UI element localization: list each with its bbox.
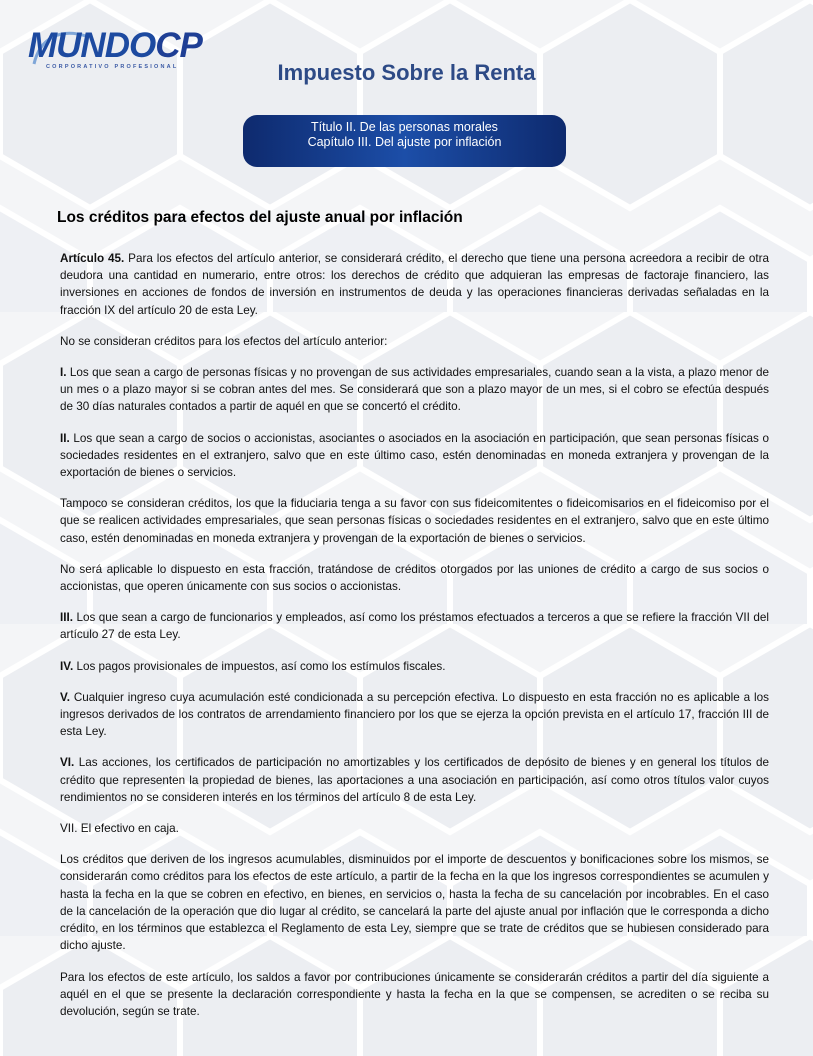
- paragraph-lead: II.: [60, 431, 70, 445]
- paragraph-lead: V.: [60, 690, 70, 704]
- logo-suffix: CP: [155, 26, 202, 65]
- paragraph: [60, 609, 769, 643]
- chapter-banner: [243, 115, 566, 167]
- paragraph: [60, 364, 769, 416]
- paragraph-text: Para los efectos de este artículo, los saldos a favor por contribuciones únicamente se considerarán créditos a partir del día siguiente a aquél en el que se presente la declaración correspondiente y hasta la fecha en la que se compensen, se acrediten o se reciba su devolución, según se trate.: [60, 970, 769, 1018]
- article-body: [60, 250, 769, 1034]
- logo-word: MUNDO: [28, 26, 156, 65]
- paragraph: [60, 820, 769, 837]
- paragraph-text: No se consideran créditos para los efectos del artículo anterior:: [60, 334, 388, 348]
- paragraph: [60, 969, 769, 1021]
- banner-title-line: Título II. De las personas morales: [311, 120, 498, 134]
- paragraph-text: Cualquier ingreso cuya acumulación esté condicionada a su percepción efectiva. Lo dispuesto en esta fracción no es aplicable a los ingresos derivados de los contratos de arrendamiento financiero por los que se ejerza la opción prevista en el artículo 17, fracción III de esta Ley.: [60, 690, 769, 739]
- paragraph: [60, 250, 769, 319]
- paragraph-text: No será aplicable lo dispuesto en esta fracción, tratándose de créditos otorgados por las uniones de crédito a cargo de sus socios o accionistas, que operen únicamente con sus socios o accionistas.: [60, 562, 769, 594]
- paragraph-text: Los que sean a cargo de socios o accionistas, asociantes o asociados en la asociación en participación, que sean personas físicas o sociedades residentes en el extranjero, salvo que en este último caso, estén denominadas en moneda extranjera y provengan de la exportación de bienes o servicios.: [60, 431, 769, 480]
- banner-chapter-line: Capítulo III. Del ajuste por inflación: [307, 135, 502, 149]
- paragraph: [60, 333, 769, 350]
- paragraph: [60, 658, 769, 675]
- section-heading: Los créditos para efectos del ajuste anual por inflación: [57, 209, 463, 226]
- paragraph-text: Los que sean a cargo de funcionarios y empleados, así como los préstamos efectuados a terceros a que se refiere la fracción VII del artículo 27 de esta Ley.: [60, 611, 769, 642]
- paragraph-text: Los pagos provisionales de impuestos, así como los estímulos fiscales.: [73, 659, 446, 673]
- paragraph-text: Los créditos que deriven de los ingresos acumulables, disminuidos por el importe de descuentos y bonificaciones sobre los mismos, se considerarán como créditos para los efectos de este artículo, a partir de la fecha en la que los ingresos correspondientes se acumulen y hasta la fecha en la que se cobren en efectivo, en bienes, en servicios o, hasta la fecha de su cancelación por incobrables. En el caso de la cancelación de la operación que dio lugar al crédito, se cancelará la parte del ajuste anual por inflación que le corresponda a dicho crédito, en los términos que establezca el Reglamento de esta Ley, siempre que se trate de créditos que se hubiesen considerado para dicho ajuste.: [60, 853, 769, 953]
- paragraph-lead: Artículo 45.: [60, 252, 125, 265]
- paragraph: [60, 561, 769, 595]
- paragraph-lead: IV.: [60, 659, 74, 673]
- paragraph-lead: I.: [60, 366, 67, 380]
- paragraph: [60, 495, 769, 547]
- paragraph: [60, 851, 769, 954]
- paragraph: [60, 689, 769, 741]
- paragraph-text: Los que sean a cargo de personas físicas y no provengan de sus actividades empresariales, cuando sean a la vista, a plazo menor de un mes o a plazo mayor si se cobran antes del mes. Se considerará que son a plazo mayor de un mes, si el cobro se efectúa después de 30 días naturales contados a partir de aquél en que se concertó el crédito.: [60, 366, 769, 414]
- paragraph-lead: III.: [60, 611, 73, 625]
- paragraph-lead: VI.: [60, 756, 75, 770]
- paragraph-text: Las acciones, los certificados de participación no amortizables y los certificados de depósito de bienes y en general los títulos de crédito que representen la propiedad de bienes, las aportaciones a una asociación en participación, así como otros títulos valor cuyos rendimientos no se consideren interés en los términos del artículo 8 de esta Ley.: [60, 756, 769, 804]
- paragraph-text: Tampoco se consideran créditos, los que la fiduciaria tenga a su favor con sus fideicomitentes o fideicomisarios en el fideicomiso por el que se realicen actividades empresariales, que sean personas físicas o sociedades residentes en el extranjero, salvo que en este último caso, estén denominadas en moneda extranjera y provengan de la exportación de bienes o servicios.: [60, 497, 769, 545]
- paragraph: [60, 754, 769, 806]
- logo-tagline: CORPORATIVO PROFESIONAL: [46, 64, 179, 70]
- paragraph-text: Para los efectos del artículo anterior, se considerará crédito, el derecho que tiene una persona acreedora a recibir de otra deudora una cantidad en numerario, entre otros: los derechos de crédito que adquieran las empresas de factoraje financiero, las inversiones en acciones de fondos de inversión en instrumentos de deuda y las operaciones financieras derivadas señaladas en la fracción IX del artículo 20 de esta Ley.: [60, 252, 769, 317]
- page-title: Impuesto Sobre la Renta: [277, 60, 536, 85]
- paragraph: [60, 430, 769, 482]
- paragraph-text: VII. El efectivo en caja.: [60, 822, 179, 836]
